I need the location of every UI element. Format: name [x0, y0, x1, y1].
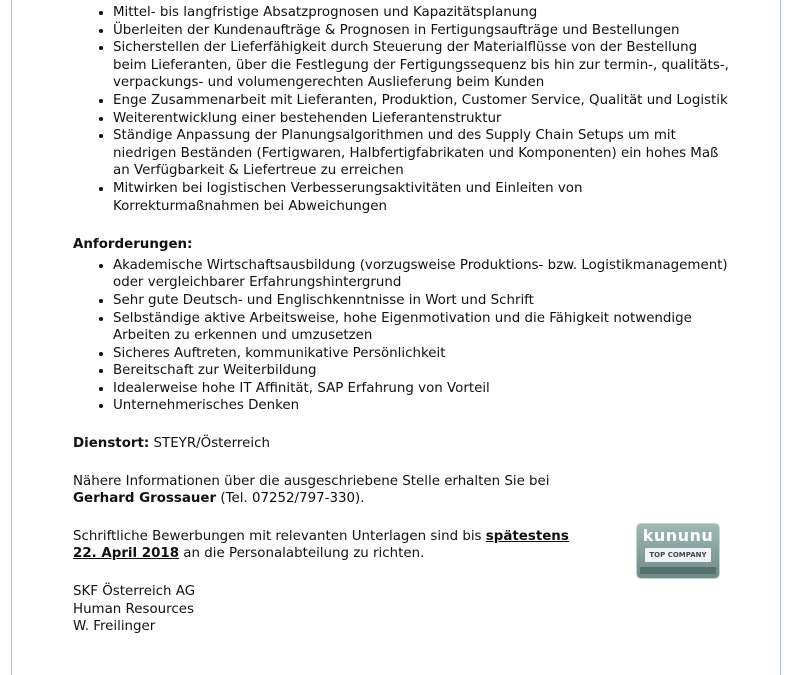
requirements-list: [73, 257, 733, 415]
list-item: • Ständige Anpassung der Planungsalgorithmen und des Supply Chain Setups um mit niedrigen Beständen (Fertigwaren, Halbfertigfabrikaten und Komponenten) ein hohes Maß an Verfügbarkeit & Liefertreue zu erreichen: [113, 127, 733, 180]
list-item: • Mittel- bis langfristige Absatzprognosen und Kapazitätsplanung: [113, 4, 733, 22]
list-item: • Sehr gute Deutsch- und Englischkenntnisse in Wort und Schrift: [113, 292, 733, 310]
list-item: • Überleiten der Kundenaufträge & Prognosen in Fertigungsaufträge und Bestellungen: [113, 22, 733, 40]
kununu-logo: kununu: [642, 526, 714, 545]
list-item: • Selbständige aktive Arbeitsweise, hohe Eigenmotivation und die Fähigkeit notwendige Arbeiten zu erkennen und umzusetzen: [113, 310, 733, 345]
signature-person: W. Freilinger: [73, 619, 156, 635]
application-text: [73, 528, 733, 563]
contact-line: [73, 490, 733, 508]
tasks-list: [73, 4, 733, 215]
location-value: STEYR/Österreich: [149, 436, 270, 452]
job-posting-body: [73, 4, 733, 636]
list-item: • Bereitschaft zur Weiterbildung: [113, 362, 733, 380]
location-label: Dienstort:: [73, 436, 150, 452]
contact-phone: (Tel. 07252/797-330).: [216, 491, 365, 507]
application-text-before: Schriftliche Bewerbungen mit relevanten Unterlagen sind bis: [73, 528, 486, 544]
location-line: [73, 435, 733, 453]
signature-department: Human Resources: [73, 601, 194, 617]
signature-company: SKF Österreich AG: [73, 584, 196, 600]
list-item: • Sicheres Auftreten, kommunikative Persönlichkeit: [113, 345, 733, 363]
list-item: • Unternehmerisches Denken: [113, 397, 733, 415]
list-item: • Enge Zusammenarbeit mit Lieferanten, Produktion, Customer Service, Qualität und Logistik: [113, 92, 733, 110]
list-item: • Mitwirken bei logistischen Verbesserungsaktivitäten und Einleiten von Korrekturmaßnahmen bei Abweichungen: [113, 180, 733, 215]
list-item: • Idealerweise hohe IT Affinität, SAP Erfahrung von Vorteil: [113, 380, 733, 398]
top-company-label: TOP COMPANY: [645, 548, 711, 562]
requirements-heading: Anforderungen:: [73, 237, 193, 253]
deadline-part1: spätestens: [485, 528, 569, 544]
deadline-part2: 22. April 2018: [73, 546, 180, 562]
list-item: • Akademische Wirtschaftsausbildung (vorzugsweise Produktions- bzw. Logistikmanagement) oder vergleichbarer Erfahrungshintergrund: [113, 257, 733, 292]
contact-name: Gerhard Grossauer: [73, 491, 217, 507]
list-item: • Weiterentwicklung einer bestehenden Lieferantenstruktur: [113, 110, 733, 128]
contact-intro: Nähere Informationen über die ausgeschriebene Stelle erhalten Sie bei: [73, 473, 550, 489]
application-text-after: an die Personalabteilung zu richten.: [179, 546, 425, 562]
list-item: • Sicherstellen der Lieferfähigkeit durch Steuerung der Materialflüsse von der Bestellung beim Lieferanten, über die Festlegung der Fertigungssequenz bis hin zur termin-, qualitäts-, verpackungs- und volumengerechten Auslieferung beim Kunden: [113, 39, 733, 92]
kununu-top-company-badge: [637, 524, 719, 578]
badge-footer-strip: [640, 567, 716, 574]
